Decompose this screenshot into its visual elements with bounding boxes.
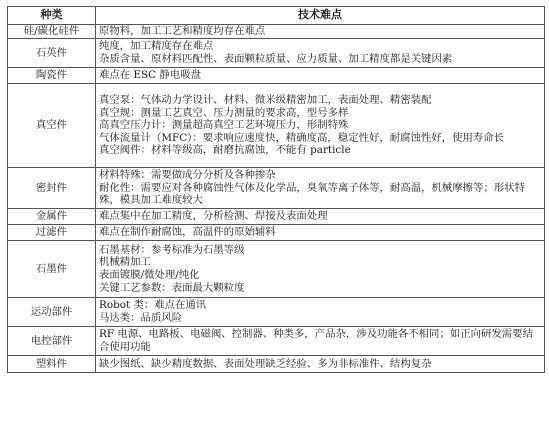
difficulty-line: 真空规：测量工艺真空、压力测量的要求高，型号多样 (99, 106, 349, 119)
difficulty-line: 纯度，加工精度存在难点 (99, 40, 214, 53)
row-difficulty (96, 84, 545, 168)
difficulty-line: 材料特殊：需要做成分分析及各种掺杂 (99, 169, 276, 182)
difficulty-line: 高真空压力计：测量超高真空工艺环境压力，形制特殊 (99, 119, 349, 132)
row-category: 金属件 (8, 209, 96, 225)
table-row (8, 84, 545, 168)
row-difficulty (96, 68, 545, 84)
row-difficulty (96, 225, 545, 241)
row-category: 真空件 (8, 84, 96, 168)
difficulty-line: 马达类：品质风险 (99, 312, 183, 324)
table-row (8, 327, 545, 356)
header-category: 种类 (8, 7, 96, 25)
row-category: 石英件 (8, 39, 96, 68)
difficulty-line: 原物料，加工工艺和精度均存在难点 (99, 25, 266, 38)
header-difficulty: 技术难点 (96, 7, 545, 25)
difficulty-line: 缺少图纸、缺少精度数据、表面处理缺乏经验、多为非标准件、结构复杂 (99, 357, 432, 370)
row-difficulty (96, 327, 545, 356)
table-row (8, 209, 545, 225)
row-difficulty (96, 298, 545, 327)
table-row (8, 225, 545, 241)
table-row (8, 68, 545, 84)
row-category: 电控部件 (8, 327, 96, 356)
difficulty-line: 难点在制作耐腐蚀，高温件的原始辅料 (99, 226, 276, 239)
difficulty-line: 耐化性：需要应对各种腐蚀性气体及化学品，臭氧等离子体等，耐高温，机械摩擦等；形状特殊，模具加工难度较大 (99, 181, 526, 207)
difficulty-line: 表面镀膜/微处理/纯化 (99, 269, 200, 281)
table-row (8, 168, 545, 209)
row-difficulty (96, 168, 545, 209)
row-category: 塑料件 (8, 356, 96, 373)
difficulty-line: 真空阀件：材料等级高，耐磨抗腐蚀，不能有 particle (99, 144, 351, 157)
row-difficulty (96, 209, 545, 225)
difficulty-line: 机械精加工 (99, 256, 151, 269)
table-row (8, 39, 545, 68)
difficulty-line: 难点在 ESC 静电吸盘 (99, 69, 201, 82)
table-row (8, 356, 545, 373)
difficulty-line: 难点集中在加工精度，分析检测、焊接及表面处理 (99, 210, 328, 223)
difficulty-line: RF 电源、电路板、电磁阀、控制器、种类多，产品杂，涉及功能各不相同；如正向研发需要结合使用功能 (99, 328, 533, 353)
row-category: 过滤件 (8, 225, 96, 241)
row-difficulty (96, 356, 545, 373)
difficulty-line: Robot 类：难点在通讯 (99, 299, 207, 312)
row-difficulty (96, 39, 545, 68)
difficulty-line: 石墨基材：参考标准为石墨等级 (99, 243, 245, 256)
row-category: 硅/碳化硅件 (8, 25, 96, 39)
row-difficulty (96, 25, 545, 39)
table-row (8, 298, 545, 327)
row-category: 密封件 (8, 168, 96, 209)
technical-difficulty-table (7, 6, 545, 373)
difficulty-line: 真空泵：气体动力学设计、材料、微米级精密加工，表面处理、精密装配 (99, 94, 432, 107)
row-category: 运动部件 (8, 298, 96, 327)
table-row (8, 241, 545, 298)
row-difficulty (96, 241, 545, 298)
difficulty-line: 关键工艺参数：表面最大颗粒度 (99, 281, 245, 294)
difficulty-line: 杂质含量、原材料匹配性、表面颗粒质量、应力质量、加工精度都是关键因素 (99, 53, 453, 65)
table-header-row (8, 7, 545, 25)
table-row (8, 25, 545, 39)
row-category: 陶瓷件 (8, 68, 96, 84)
difficulty-line: 气体流量计（MFC）：要求响应速度快，精确度高，稳定性好，耐腐蚀性好，使用寿命长 (99, 131, 505, 144)
row-category: 石墨件 (8, 241, 96, 298)
